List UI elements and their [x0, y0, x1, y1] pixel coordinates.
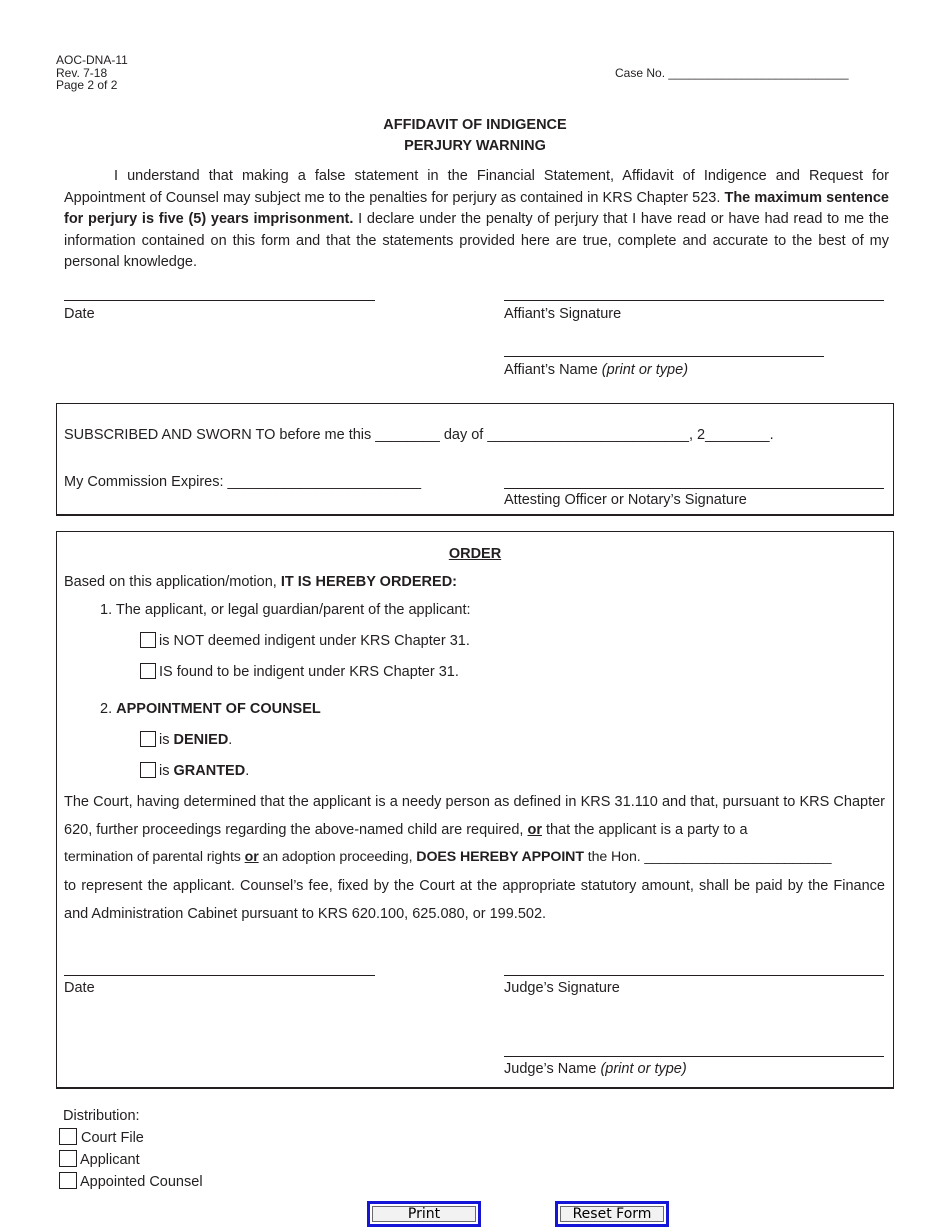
affiant-signature-label: Affiant’s Signature: [504, 306, 622, 322]
distribution-label: Distribution:: [63, 1108, 140, 1124]
perjury-text-a: I understand that making a false statement in the Financial Statement, Affidavit of Indigence and Request for Appointment of Counsel may subject me to the penalties for perjury as contained in KRS Chapter 523.: [64, 168, 889, 206]
court-text-d: an adoption proceeding,: [258, 849, 417, 865]
distribution-applicant-label: Applicant: [80, 1152, 140, 1168]
order-item-2-number: 2.: [100, 701, 117, 717]
order-title-wrap: [0, 546, 950, 562]
distribution-appointed-counsel-checkbox[interactable]: [59, 1172, 77, 1189]
case-number-field[interactable]: Case No. ___________________________: [615, 66, 849, 80]
order-title: ORDER: [448, 546, 502, 562]
perjury-warning-title: PERJURY WARNING: [404, 138, 546, 154]
court-text-b: that the applicant is a party to a: [541, 822, 748, 838]
distribution-court-file-checkbox[interactable]: [59, 1128, 77, 1145]
judge-name-label: [504, 1061, 687, 1077]
judge-name-text: Judge’s Name: [504, 1061, 601, 1077]
form-revision: Rev. 7-18: [56, 65, 108, 80]
does-hereby-appoint: DOES HEREBY APPOINT: [416, 849, 584, 865]
reset-form-button-label: Reset Form: [560, 1206, 664, 1222]
judge-name-hint: (print or type): [600, 1061, 687, 1077]
court-text-e: the Hon. ________________________: [583, 849, 832, 865]
denied-bold: DENIED: [173, 732, 229, 748]
judge-name-line[interactable]: [504, 1056, 884, 1057]
counsel-granted-checkbox[interactable]: [140, 762, 156, 778]
notary-signature-label: Attesting Officer or Notary’s Signature: [504, 492, 747, 508]
affidavit-date-line[interactable]: [64, 300, 375, 301]
form-id: AOC-DNA-11: [56, 53, 128, 67]
affiant-name-hint: (print or type): [601, 362, 689, 378]
not-indigent-label: is NOT deemed indigent under KRS Chapter 31.: [159, 633, 470, 649]
court-or-2: or: [244, 849, 259, 865]
page-number: Page 2 of 2: [56, 78, 118, 92]
perjury-text-b: I declare under the penalty of perjury that I have read or have had read to me the information contained on this form and that the statements provided here are true, complete and accurate to the best of my personal knowledge.: [64, 211, 889, 270]
commission-expires-field[interactable]: My Commission Expires: ________________________: [64, 474, 422, 490]
order-item-1: 1. The applicant, or legal guardian/parent of the applicant:: [100, 602, 471, 618]
distribution-court-file-label: Court File: [81, 1130, 144, 1146]
counsel-denied-checkbox[interactable]: [140, 731, 156, 747]
court-text-c: termination of parental rights: [64, 849, 245, 865]
distribution-appointed-counsel-label: Appointed Counsel: [80, 1174, 203, 1190]
affiant-name-text: Affiant’s Name: [504, 362, 602, 378]
judge-signature-label: Judge’s Signature: [504, 980, 620, 996]
indigent-checkbox[interactable]: [140, 663, 156, 679]
court-text-a: The Court, having determined that the applicant is a needy person as defined in KRS 31.110 and that, pursuant to KRS Chapter 620, further proceedings regarding the above-named child are required,: [64, 794, 885, 838]
court-or-1: or: [527, 822, 542, 838]
sworn-statement[interactable]: SUBSCRIBED AND SWORN TO before me this ________ day of _________________________, 2________.: [64, 427, 774, 443]
judge-signature-line[interactable]: [504, 975, 884, 976]
not-indigent-checkbox[interactable]: [140, 632, 156, 648]
court-determination-paragraph: [64, 788, 885, 844]
distribution-applicant-checkbox[interactable]: [59, 1150, 77, 1167]
granted-bold: GRANTED: [173, 763, 246, 779]
order-item-2: [100, 701, 321, 717]
affiant-name-line[interactable]: [504, 356, 824, 357]
order-date-label: Date: [64, 980, 95, 996]
form-header: [56, 54, 128, 92]
order-intro: [64, 574, 457, 590]
order-intro-bold: IT IS HEREBY ORDERED:: [280, 574, 458, 590]
reset-form-button[interactable]: [555, 1201, 669, 1227]
granted-period: .: [245, 763, 250, 779]
denied-prefix: is: [159, 732, 174, 748]
indigent-label: IS found to be indigent under KRS Chapter 31.: [159, 664, 459, 680]
court-appoint-line[interactable]: [64, 849, 885, 865]
granted-prefix: is: [159, 763, 174, 779]
counsel-granted-label: [159, 763, 249, 779]
affidavit-title: AFFIDAVIT OF INDIGENCE: [383, 117, 567, 133]
affiant-name-label: [504, 362, 688, 378]
counsel-fee-text: to represent the applicant. Counsel’s fee, fixed by the Court at the appropriate statutory amount, shall be paid by the Finance and Administration Cabinet pursuant to KRS 620.100, 625.080, or 199.502.: [64, 878, 885, 922]
print-button[interactable]: [367, 1201, 481, 1227]
order-intro-text: Based on this application/motion,: [64, 574, 281, 590]
order-date-line[interactable]: [64, 975, 375, 976]
notary-section: [56, 403, 894, 516]
perjury-warning-paragraph: [64, 166, 889, 274]
notary-signature-line[interactable]: [504, 488, 884, 489]
affiant-signature-line[interactable]: [504, 300, 884, 301]
counsel-denied-label: [159, 732, 232, 748]
affidavit-date-label: Date: [64, 306, 95, 322]
denied-period: .: [228, 732, 233, 748]
perjury-sentence-bold: The maximum sentence for perjury is five (5) years imprisonment.: [64, 189, 889, 227]
appointment-of-counsel-heading: APPOINTMENT OF COUNSEL: [116, 701, 321, 717]
print-button-label: Print: [372, 1206, 476, 1222]
